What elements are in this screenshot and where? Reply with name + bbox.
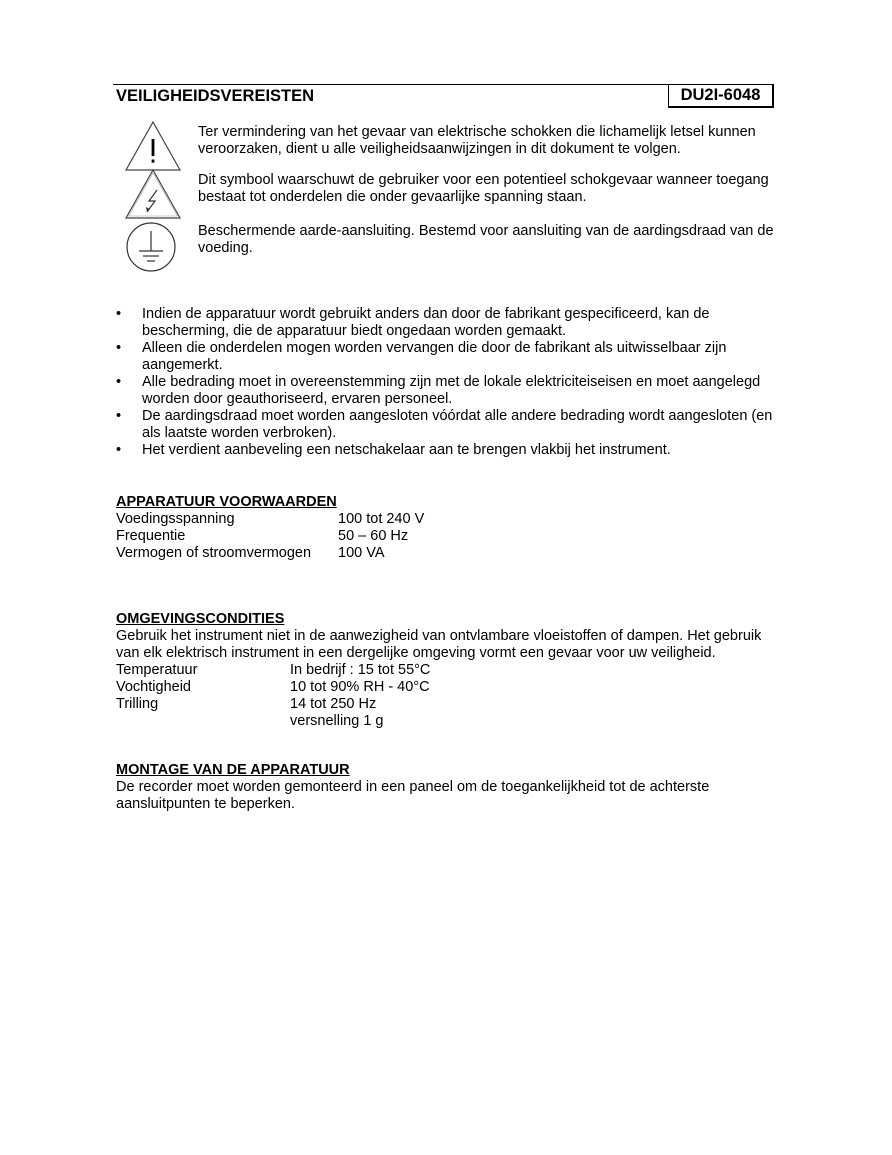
list-item: • Alleen die onderdelen mogen worden vervangen die door de fabrikant als uitwisselbaar zijn aangemerkt. xyxy=(116,340,727,373)
section-montage xyxy=(116,762,786,813)
list-item: • De aardingsdraad moet worden aangesloten vóórdat alle andere bedrading wordt aangesloten (en als laatste worden verbroken). xyxy=(116,408,773,441)
spec-row: Vochtigheid 10 tot 90% RH - 40°C xyxy=(116,679,430,695)
spec-row: Temperatuur In bedrijf : 15 tot 55°C xyxy=(116,662,431,678)
electric-shock-triangle-icon xyxy=(124,168,182,220)
spec-row: Vermogen of stroomvermogen 100 VA xyxy=(116,545,385,561)
spec-row: versnelling 1 g xyxy=(290,713,384,729)
symbol-text-warning: Ter vermindering van het gevaar van elektrische schokken die lichamelijk letsel kunnen veroorzaken, dient u alle veiligheidsaanwijzingen in dit dokument te volgen. xyxy=(198,124,756,157)
page-header xyxy=(113,84,773,106)
list-item: • Indien de apparatuur wordt gebruikt anders dan door de fabrikant gespecificeerd, kan de bescherming, die de apparatuur biedt ongedaan worden gemaakt. xyxy=(116,306,710,339)
page-title: VEILIGHEIDSVEREISTEN xyxy=(116,87,315,105)
list-item: • Alle bedrading moet in overeenstemming zijn met de lokale elektriciteiseisen en moet aangelegd worden door geauthoriseerd, ervaren personeel. xyxy=(116,374,761,407)
section-title-montage: MONTAGE VAN DE APPARATUUR xyxy=(116,762,350,778)
warning-triangle-icon xyxy=(124,120,182,172)
section-apparatuur xyxy=(116,494,786,562)
symbol-text-shock: Dit symbool waarschuwt de gebruiker voor een potentieel schokgevaar wanneer toegang bestaat tot onderdelen die onder gevaarlijke spanning staan. xyxy=(198,172,769,205)
symbol-text-earth: Beschermende aarde-aansluiting. Bestemd voor aansluiting van de aardingsdraad van de voeding. xyxy=(198,223,774,256)
safety-bullet-list xyxy=(113,306,783,459)
spec-row: Trilling 14 tot 250 Hz xyxy=(116,696,377,712)
header-rule xyxy=(113,84,668,85)
section-title-apparatuur: APPARATUUR VOORWAARDEN xyxy=(116,494,337,510)
montage-text: De recorder moet worden gemonteerd in een paneel om de toegankelijkheid tot de achterste aansluitpunten te beperken. xyxy=(116,779,710,812)
list-item: • Het verdient aanbeveling een netschakelaar aan te brengen vlakbij het instrument. xyxy=(116,442,671,458)
document-code: DU2I-6048 xyxy=(668,84,774,108)
section-omgeving xyxy=(116,611,786,730)
protective-earth-icon xyxy=(124,221,182,275)
spec-row: Frequentie 50 – 60 Hz xyxy=(116,528,409,544)
spec-row: Voedingsspanning 100 tot 240 V xyxy=(116,511,425,527)
omgeving-intro: Gebruik het instrument niet in de aanwezigheid van ontvlambare vloeistoffen of dampen. Het gebruik van elk elektrisch instrument in een dergelijke omgeving vormt een gevaar voor uw veiligheid. xyxy=(116,628,762,661)
section-title-omgeving: OMGEVINGSCONDITIES xyxy=(116,611,285,627)
